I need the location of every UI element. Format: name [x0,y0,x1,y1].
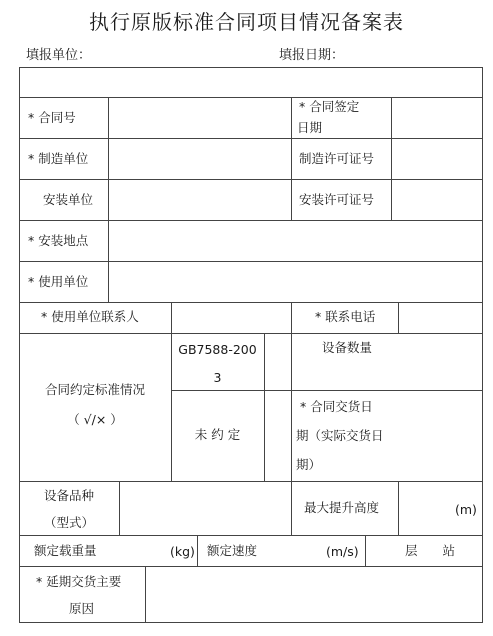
row-divider [19,481,483,482]
row-divider [19,138,483,139]
column-divider [171,302,172,481]
column-divider [108,97,109,220]
installer-label: 安装单位 [43,192,94,207]
unit-ms: (m/s) [326,544,359,559]
unit-kg: (kg) [170,544,195,559]
delay-reason-label-cont: 原因 [69,601,95,616]
column-divider [291,97,292,220]
row-divider [19,302,483,303]
column-divider [365,535,366,566]
manufacture-license-label: 制造许可证号 [299,151,375,166]
row-divider [19,179,483,180]
row-divider [19,535,483,536]
row-divider [19,333,483,334]
delivery-date-label: * 合同交货日 [300,399,373,414]
row-divider [19,220,483,221]
delivery-date-label-end: 期） [296,457,322,472]
contract-standard-label: 合同约定标准情况 [44,382,145,397]
user-unit-label: * 使用单位 [28,274,89,289]
row-divider [19,261,483,262]
column-divider [291,302,292,535]
column-divider [119,481,120,535]
column-divider [145,566,146,623]
form-title: 执行原版标准合同项目情况备案表 [89,10,404,34]
delivery-date-label-cont: 期（实际交货日 [296,428,384,443]
unit-meters: (m) [455,502,477,517]
max-lift-height-label: 最大提升高度 [304,500,380,515]
install-license-label: 安装许可证号 [299,192,375,207]
equipment-type-label-cont: （型式） [43,515,94,530]
column-divider [197,535,198,566]
contract-number-label: * 合同号 [28,110,76,125]
rated-speed-label: 额定速度 [207,543,258,558]
column-divider [108,220,109,302]
contact-phone-label: * 联系电话 [315,309,376,324]
contract-standard-label-cont: （ √/× ） [67,412,123,427]
install-site-label: * 安装地点 [28,233,89,248]
contract-sign-date-label: * 合同签定 [299,99,360,114]
column-divider [391,97,392,220]
rated-load-label: 额定载重量 [34,543,97,558]
row-divider [19,97,483,98]
contract-sign-date-label-cont: 日期 [297,120,323,135]
manufacturer-label: * 制造单位 [28,151,89,166]
column-divider [398,302,399,333]
user-contact-label: * 使用单位联系人 [41,309,139,324]
row-divider [171,390,483,391]
fill-date-label: 填报日期： [279,48,345,63]
column-divider [264,333,265,481]
floors-stations-label: 层 站 [405,543,456,558]
not-agreed-label: 未 约 定 [194,427,241,442]
equipment-type-label: 设备品种 [43,488,94,503]
gb-standard-label-cont: 3 [213,370,222,385]
equipment-quantity-label: 设备数量 [322,340,373,355]
fill-unit-label: 填报单位： [26,48,92,63]
column-divider [398,481,399,535]
delay-reason-label: * 延期交货主要 [36,574,122,589]
gb-standard-label: GB7588-200 [178,342,257,357]
row-divider [19,566,483,567]
